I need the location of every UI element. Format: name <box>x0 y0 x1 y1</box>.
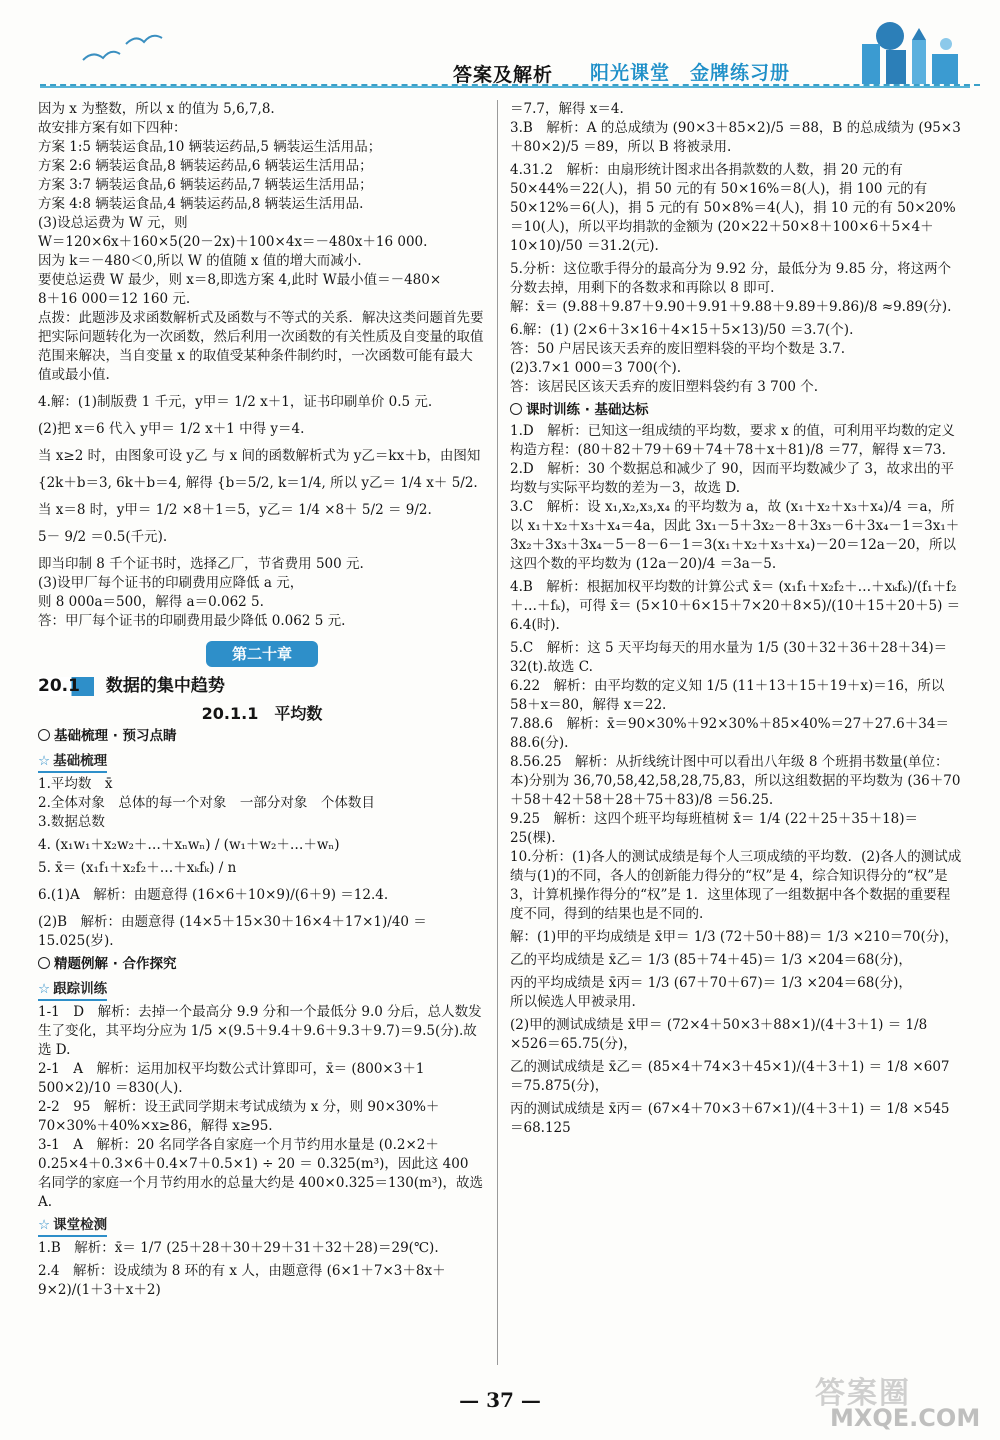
tip-paragraph: 点拨：此题涉及求函数解析式及函数与不等式的关系．解决这类问题首先要把实际问题转化为一次函数，然后利用一次函数的有关性质及自变量的取值范围来解决，当自变量 x 的取值受某种条件制约时，一次函数可能有最大值或最小值. <box>38 310 484 383</box>
circle-icon <box>38 957 50 969</box>
training-item: 1.D 解析：已知这一组成绩的平均数，要求 x 的值，可利用平均数的定义构造方程：(80＋82＋79＋69＋74＋78＋x＋81)/8 ＝77，解得 x＝73. <box>510 423 955 458</box>
solution-line: (3)设总运费为 W 元，则 <box>38 215 188 231</box>
star-icon: ☆ <box>38 1217 51 1233</box>
star-icon: ☆ <box>38 753 51 769</box>
block-heading-label: 基础梳理 · 预习点睛 <box>54 728 177 744</box>
block-heading-label: 精题例解 · 合作探究 <box>54 956 177 972</box>
solution-line: 8＋16 000＝12 160 元. <box>38 291 191 307</box>
solution-line: 5.分析：这位歌手得分的最高分为 9.92 分，最低分为 9.85 分，将这两个分数去掉，用剩下的各数求和再除以 8 即可. <box>510 261 952 296</box>
q4-line: {2k＋b＝3, 6k＋b＝4, 解得 {b＝5/2, k＝1/4, 所以 y乙＝ 1/4 x＋ 5/2. <box>38 475 478 491</box>
circle-icon <box>38 729 50 741</box>
solution-line: 方案 1:5 辆装运食品,10 辆装运药品,5 辆装运生活用品； <box>38 139 382 155</box>
training-item: 6.22 解析：由平均数的定义知 1/5 (11＋13＋15＋19＋x)＝16，所以 58＋x＝80，解得 x＝22. <box>510 678 945 713</box>
training-item: 3.C 解析：设 x₁,x₂,x₃,x₄ 的平均数为 a，故 (x₁＋x₂＋x₃＋x₄)/4 ＝a，所以 x₁＋x₂＋x₃＋x₄＝4a，因此 3x₁－5＋3x₂－8＋3x₃－6＋3x₄－1＝3x₁＋3x₂＋3x₃＋3x₄－5－8－6－1＝3(x₁＋x₂＋x₃＋x₄)－20＝12a－20，所以这四个数的平均数为 (12a－20)/4 ＝3a－5. <box>510 499 960 572</box>
solution-line: 答：该居民区该天丢弃的废旧塑料袋约有 3 700 个. <box>510 379 819 395</box>
page-header <box>0 0 1000 100</box>
tag-label: 基础梳理 <box>53 753 108 769</box>
basics-line: 5. x̄＝ (x₁f₁＋x₂f₂＋…＋xₖfₖ) / n <box>38 860 237 876</box>
solution-line: 解：x̄＝ (9.88＋9.87＋9.90＋9.91＋9.88＋9.89＋9.86)/8 ≈9.89(分). <box>510 299 952 315</box>
tag-heading <box>38 752 107 773</box>
q4-line: (2)把 x＝6 代入 y甲＝ 1/2 x＋1 中得 y＝4. <box>38 421 305 437</box>
solution-line: 故安排方案有如下四种： <box>38 120 187 136</box>
block-heading <box>38 955 486 974</box>
section-heading <box>38 677 486 696</box>
q4-line: 答：甲厂每个证书的印刷费用最少降低 0.062 5 元. <box>38 613 346 629</box>
header-answer-title: 答案及解析 <box>453 64 554 86</box>
subsection-title: 20.1.1 平均数 <box>201 704 323 723</box>
solution-line: 因为 k＝－480＜0,所以 W 的值随 x 值的增大而减小. <box>38 253 362 269</box>
solution-line: 方案 3:7 辆装运食品,6 辆装运药品,7 辆装运生活用品； <box>38 177 373 193</box>
training-item: 乙的平均成绩是 x̄乙＝ 1/3 (85＋74＋45)＝ 1/3 ×204＝68(分)， <box>510 952 912 968</box>
training-item: 4.B 解析：根据加权平均数的计算公式 x̄＝ (x₁f₁＋x₂f₂＋…＋xₖfₖ)/(f₁＋f₂＋…＋fₖ)，可得 x̄＝ (5×10＋6×15＋7×20＋8×5)/(10＋15＋20＋5) ＝6.4(时). <box>510 579 961 633</box>
training-item: 丙的平均成绩是 x̄丙＝ 1/3 (67＋70＋67)＝ 1/3 ×204＝68(分)， <box>510 975 912 991</box>
check-item: 1.B 解析：x̄＝ 1/7 (25＋28＋30＋29＋31＋32＋28)＝29(℃). <box>38 1240 439 1256</box>
q4-line: (3)设甲厂每个证书的印刷费用应降低 a 元， <box>38 575 304 591</box>
solution-line: 方案 2:6 辆装运食品,8 辆装运药品,6 辆装运生活用品； <box>38 158 373 174</box>
section-title: 数据的集中趋势 <box>105 676 225 696</box>
training-item: (2)甲的测试成绩是 x̄甲＝ (72×4＋50×3＋88×1)/(4＋3＋1) ＝ 1/8 ×526＝65.75(分)， <box>510 1017 928 1052</box>
solution-line: 4.31.2 解析：由扇形统计图求出各捐款数的人数，捐 20 元的有 50×44%＝22(人)，捐 50 元的有 50×16%＝8(人)，捐 100 元的有 50×12%＝6(人)，捐 5 元的有 50×8%＝4(人)，捐 10 元的有 50×20%＝10(人)，所以平均捐款的金额为 (20×22＋50×8＋100×6＋5×4＋10×10)/50 ＝31.2(元). <box>510 162 956 254</box>
basics-line: 2.全体对象 总体的每一个对象 一部分对象 个体数目 <box>38 795 375 811</box>
tracking-item: 2-1 A 解析：运用加权平均数公式计算即可，x̄＝ (800×3＋1 500×2)/10 ＝830(人). <box>38 1061 425 1096</box>
training-item: 10.分析：(1)各人的测试成绩是每个人三项成绩的平均数．(2)各人的测试成绩与(1)的不同，各人的创新能力得分的“权”是 4，综合知识得分的“权”是 3，计算机操作得分的“权”是 1．这里体现了一组数据中各个数据的重要程度不同，得到的结果也是不同的. <box>510 849 962 922</box>
solution-line: 答：50 户居民该天丢弃的废旧塑料袋的平均个数是 3.7. <box>510 341 846 357</box>
solution-line: 6.解：(1) (2×6＋3×16＋4×15＋5×13)/50 ＝3.7(个). <box>510 322 854 338</box>
solution-line: 3.B 解析：A 的总成绩为 (90×3＋85×2)/5 ＝88，B 的总成绩为 (95×3＋80×2)/5 ＝89，所以 B 将被录用. <box>510 120 961 155</box>
left-column <box>38 100 486 1300</box>
chapter-badge: 第二十章 <box>206 641 318 667</box>
training-item: 9.25 解析：这四个班平均每班植树 x̄＝ 1/4 (22＋25＋35＋18)＝25(棵). <box>510 811 919 846</box>
block-heading <box>510 401 962 420</box>
solution-line: 要使总运费 W 最少，则 x＝8,即选方案 4,此时 W最小值＝－480× <box>38 272 442 288</box>
basics-line: 3.数据总数 <box>38 814 105 830</box>
check-item: 2.4 解析：设成绩为 8 环的有 x 人，由题意得 (6×1＋7×3＋8x＋9×2)/(1＋3＋x＋2) <box>38 1263 446 1298</box>
q4-line: 当 x＝8 时，y甲＝ 1/2 ×8＋1＝5，y乙＝ 1/4 ×8＋ 5/2 ＝ 9/2. <box>38 502 432 518</box>
block-heading-label: 课时训练 · 基础达标 <box>526 402 649 418</box>
basics-line: 1.平均数 x̄ <box>38 776 113 792</box>
training-item: 5.C 解析：这 5 天平均每天的用水量为 1/5 (30＋32＋36＋28＋34)＝32(t).故选 C. <box>510 640 948 675</box>
header-series-title: 阳光课堂 金牌练习册 <box>590 62 791 84</box>
block-heading <box>38 727 486 746</box>
q4-line: 当 x≥2 时，由图象可设 y乙 与 x 间的函数解析式为 y乙＝kx＋b，由图知 <box>38 448 481 464</box>
basics-line: 4. (x₁w₁＋x₂w₂＋…＋xₙwₙ) / (w₁＋w₂＋…＋wₙ) <box>38 837 340 853</box>
watermark-logo: 答案圈 <box>815 1376 911 1411</box>
tracking-item: 1-1 D 解析：去掉一个最高分 9.9 分和一个最低分 9.0 分后，总人数发生了变化，其平均分应为 1/5 ×(9.5＋9.4＋9.6＋9.3＋9.7)＝9.5(分).故选 D. <box>38 1004 482 1058</box>
tag-label: 课堂检测 <box>53 1217 108 1233</box>
circle-icon <box>510 403 522 415</box>
tag-heading <box>38 1216 107 1237</box>
q4-line: 则 8 000a＝500，解得 a＝0.062 5. <box>38 594 264 610</box>
star-icon: ☆ <box>38 981 51 997</box>
tag-label: 跟踪训练 <box>53 981 108 997</box>
q4-line: 4.解：(1)制版费 1 千元，y甲＝ 1/2 x＋1，证书印刷单价 0.5 元. <box>38 394 433 410</box>
basics-line: (2)B 解析：由题意得 (14×5＋15×30＋16×4＋17×1)/40 ＝15.025(岁). <box>38 914 427 949</box>
section-number: 20.1 <box>38 677 94 696</box>
solution-line: 方案 4:8 辆装运食品,4 辆装运药品,8 辆装运生活用品. <box>38 196 364 212</box>
watermark-url: MXQE.COM <box>830 1404 981 1432</box>
solution-line: ＝7.7，解得 x＝4. <box>510 101 624 117</box>
tracking-item: 2-2 95 解析：设王武同学期末考试成绩为 x 分，则 90×30%＋70×30%＋40%×x≥86，解得 x≥95. <box>38 1099 440 1134</box>
q4-line: 即当印制 8 千个证书时，选择乙厂，节省费用 500 元. <box>38 556 364 572</box>
training-item: 8.56.25 解析：从折线统计图中可以看出八年级 8 个班捐书数量(单位：本)分别为 36,70,58,42,58,28,75,83，所以这组数据的平均数为 (36＋70＋58＋42＋58＋28＋75＋83)/8 ＝56.25. <box>510 754 961 808</box>
training-item: 2.D 解析：30 个数据总和减少了 90，因而平均数减少了 3，故求出的平均数与实际平均数的差为－3，故选 D. <box>510 461 955 496</box>
tracking-item: 3-1 A 解析：20 名同学各自家庭一个月节约用水量是 (0.2×2＋0.25×4＋0.3×6＋0.4×7＋0.5×1) ÷ 20 ＝ 0.325(m³)，因此这 400 名同学的家庭一个月节约用水的总量大约是 400×0.325＝130(m³)，故选 A. <box>38 1137 484 1210</box>
column-divider <box>497 100 498 1365</box>
training-item: 乙的测试成绩是 x̄乙＝ (85×4＋74×3＋45×1)/(4＋3＋1) ＝ 1/8 ×607＝75.875(分)， <box>510 1059 950 1094</box>
solution-line: 因为 x 为整数，所以 x 的值为 5,6,7,8. <box>38 101 275 117</box>
training-item: 7.88.6 解析：x̄＝90×30%＋92×30%＋85×40%＝27＋27.6＋34＝88.6(分). <box>510 716 949 751</box>
basics-line: 6.(1)A 解析：由题意得 (16×6＋10×9)/(6＋9) ＝12.4. <box>38 887 389 903</box>
training-item: 丙的测试成绩是 x̄丙＝ (67×4＋70×3＋67×1)/(4＋3＋1) ＝ 1/8 ×545＝68.125 <box>510 1101 950 1136</box>
training-item: 所以候选人甲被录用. <box>510 994 636 1010</box>
solution-line: (2)3.7×1 000＝3 700(个). <box>510 360 682 376</box>
page-number: — 37 — <box>459 1388 541 1412</box>
tag-heading <box>38 980 107 1001</box>
castle-decoration-icon <box>842 14 972 89</box>
q4-line: 5－ 9/2 ＝0.5(千元). <box>38 529 168 545</box>
solution-line: W＝120×6x＋160×5(20－2x)＋100×4x＝－480x＋16 000. <box>38 234 428 250</box>
training-item: 解：(1)甲的平均成绩是 x̄甲＝ 1/3 (72＋50＋88)＝ 1/3 ×210＝70(分)， <box>510 929 959 945</box>
right-column <box>510 100 962 1138</box>
